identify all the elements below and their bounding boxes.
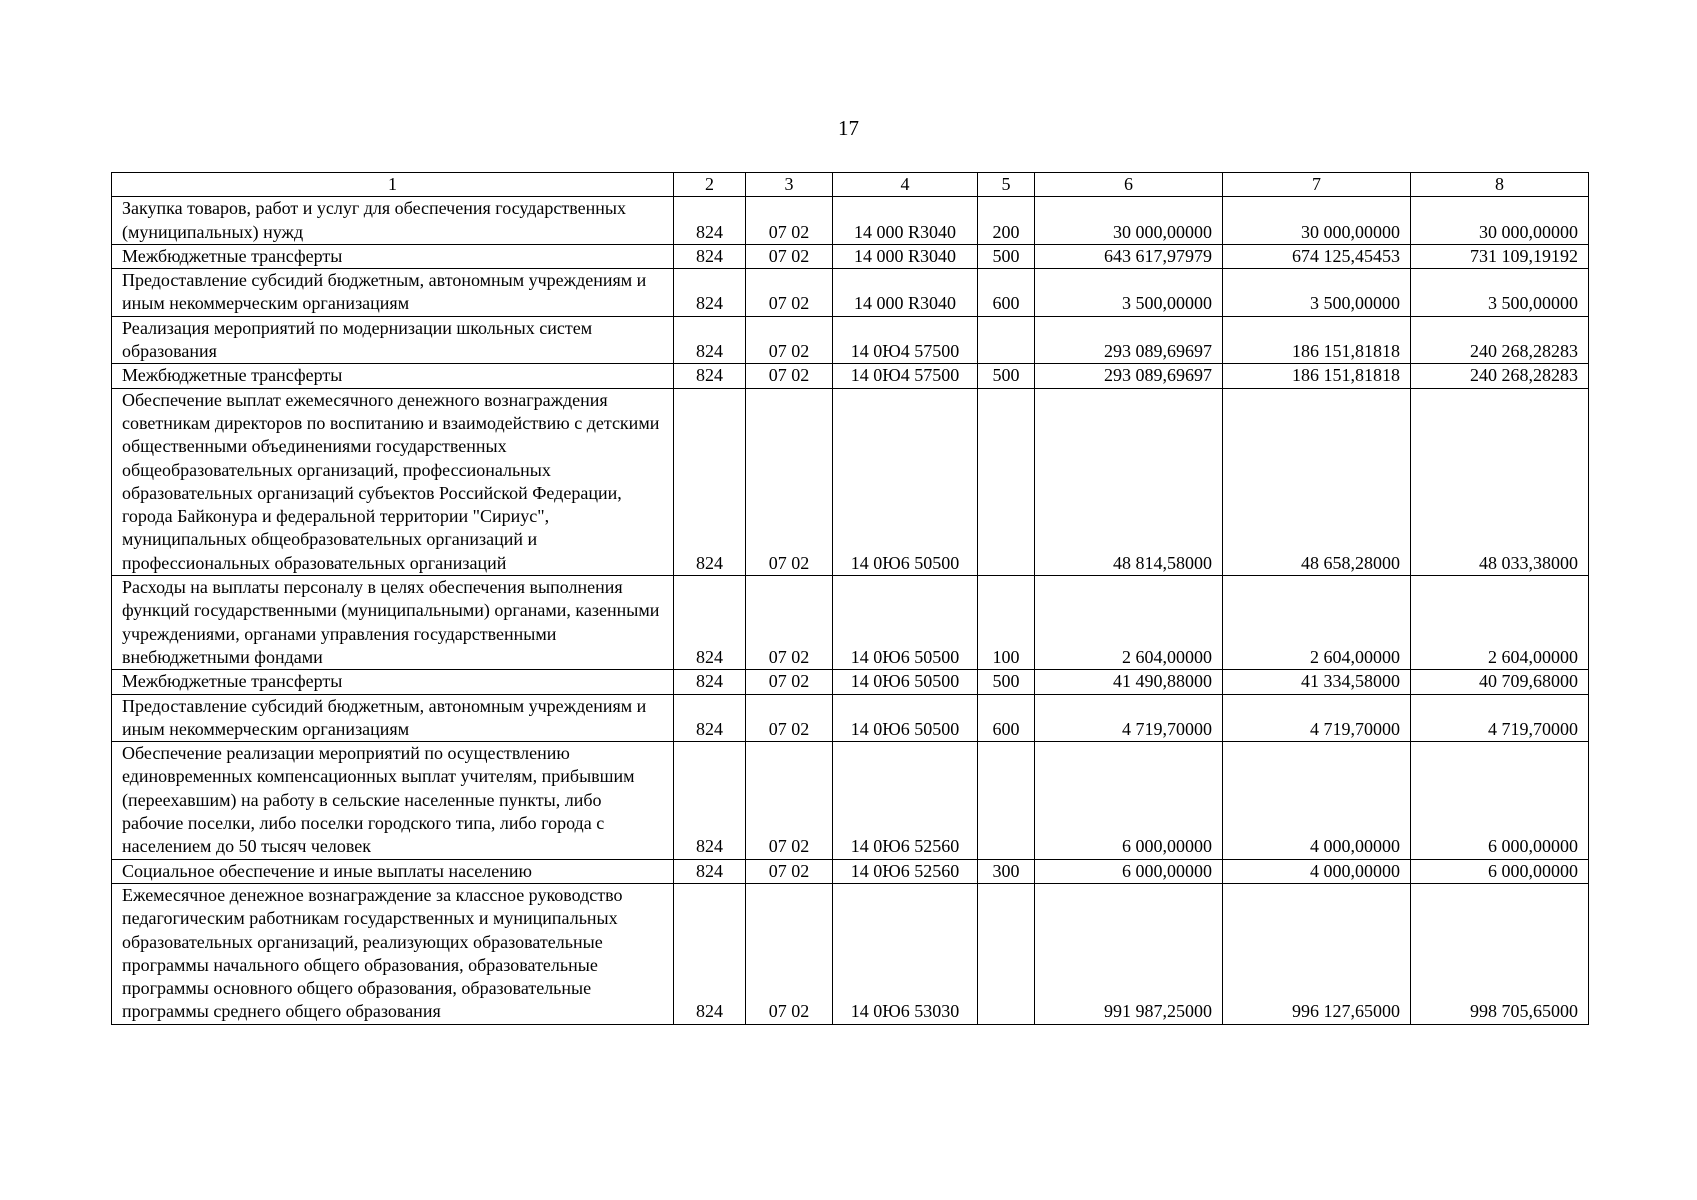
row-admin-code: 824 xyxy=(674,670,746,694)
row-amount-col8: 2 604,00000 xyxy=(1411,576,1589,670)
row-amount-col6: 293 089,69697 xyxy=(1035,316,1223,364)
table-row xyxy=(112,364,1589,388)
row-target-code: 14 0Ю6 52560 xyxy=(833,859,978,883)
row-admin-code: 824 xyxy=(674,694,746,742)
table-row xyxy=(112,742,1589,859)
row-section-code: 07 02 xyxy=(746,576,833,670)
row-section-code: 07 02 xyxy=(746,244,833,268)
row-admin-code: 824 xyxy=(674,197,746,245)
row-amount-col7: 4 719,70000 xyxy=(1223,694,1411,742)
header-col-4: 4 xyxy=(833,173,978,197)
header-col-8: 8 xyxy=(1411,173,1589,197)
row-target-code: 14 0Ю6 50500 xyxy=(833,670,978,694)
row-amount-col7: 4 000,00000 xyxy=(1223,742,1411,859)
row-amount-col8: 998 705,65000 xyxy=(1411,883,1589,1024)
header-col-3: 3 xyxy=(746,173,833,197)
table-row xyxy=(112,670,1589,694)
header-col-5: 5 xyxy=(978,173,1035,197)
row-name: Социальное обеспечение и иные выплаты населению xyxy=(112,859,674,883)
row-amount-col7: 674 125,45453 xyxy=(1223,244,1411,268)
table-row xyxy=(112,883,1589,1024)
row-amount-col7: 4 000,00000 xyxy=(1223,859,1411,883)
row-amount-col7: 2 604,00000 xyxy=(1223,576,1411,670)
row-admin-code: 824 xyxy=(674,316,746,364)
budget-table xyxy=(111,172,1589,1025)
row-expense-type: 600 xyxy=(978,694,1035,742)
row-admin-code: 824 xyxy=(674,883,746,1024)
row-amount-col6: 4 719,70000 xyxy=(1035,694,1223,742)
row-section-code: 07 02 xyxy=(746,859,833,883)
header-col-2: 2 xyxy=(674,173,746,197)
row-admin-code: 824 xyxy=(674,859,746,883)
row-target-code: 14 0Ю6 52560 xyxy=(833,742,978,859)
row-expense-type: 300 xyxy=(978,859,1035,883)
row-target-code: 14 0Ю6 50500 xyxy=(833,388,978,575)
row-admin-code: 824 xyxy=(674,388,746,575)
row-admin-code: 824 xyxy=(674,244,746,268)
row-amount-col8: 240 268,28283 xyxy=(1411,364,1589,388)
row-name: Реализация мероприятий по модернизации школьных систем образования xyxy=(112,316,674,364)
row-expense-type xyxy=(978,883,1035,1024)
table-header xyxy=(112,173,1589,197)
row-target-code: 14 0Ю6 50500 xyxy=(833,576,978,670)
row-target-code: 14 000 R3040 xyxy=(833,269,978,317)
row-target-code: 14 000 R3040 xyxy=(833,197,978,245)
header-col-6: 6 xyxy=(1035,173,1223,197)
table-row xyxy=(112,316,1589,364)
row-section-code: 07 02 xyxy=(746,694,833,742)
row-name: Обеспечение реализации мероприятий по осуществлению единовременных компенсационных выплат учителям, прибывшим (переехавшим) на работу в сельские населенные пункты, либо рабочие поселки, либо поселки городского типа, либо города с населением до 50 тысяч человек xyxy=(112,742,674,859)
row-admin-code: 824 xyxy=(674,742,746,859)
row-section-code: 07 02 xyxy=(746,269,833,317)
row-name: Предоставление субсидий бюджетным, автономным учреждениям и иным некоммерческим организациям xyxy=(112,694,674,742)
row-expense-type: 500 xyxy=(978,244,1035,268)
row-expense-type xyxy=(978,742,1035,859)
row-amount-col6: 41 490,88000 xyxy=(1035,670,1223,694)
row-target-code: 14 0Ю4 57500 xyxy=(833,364,978,388)
row-expense-type xyxy=(978,316,1035,364)
row-expense-type: 100 xyxy=(978,576,1035,670)
row-name: Обеспечение выплат ежемесячного денежного вознаграждения советникам директоров по воспитанию и взаимодействию с детскими общественными объединениями государственных общеобразовательных организаций, профессиональных образовательных организаций субъектов Российской Федерации, города Байконура и федеральной территории "Сириус", муниципальных общеобразовательных организаций и профессиональных образовательных организаций xyxy=(112,388,674,575)
row-admin-code: 824 xyxy=(674,269,746,317)
row-name: Расходы на выплаты персоналу в целях обеспечения выполнения функций государственными (муниципальными) органами, казенными учреждениями, органами управления государственными внебюджетными фондами xyxy=(112,576,674,670)
row-section-code: 07 02 xyxy=(746,316,833,364)
row-amount-col8: 731 109,19192 xyxy=(1411,244,1589,268)
table-body xyxy=(112,197,1589,1024)
row-amount-col6: 6 000,00000 xyxy=(1035,859,1223,883)
row-section-code: 07 02 xyxy=(746,670,833,694)
row-admin-code: 824 xyxy=(674,576,746,670)
row-amount-col7: 186 151,81818 xyxy=(1223,364,1411,388)
row-amount-col8: 240 268,28283 xyxy=(1411,316,1589,364)
row-target-code: 14 0Ю4 57500 xyxy=(833,316,978,364)
row-amount-col6: 293 089,69697 xyxy=(1035,364,1223,388)
row-name: Закупка товаров, работ и услуг для обеспечения государственных (муниципальных) нужд xyxy=(112,197,674,245)
row-section-code: 07 02 xyxy=(746,388,833,575)
row-expense-type: 200 xyxy=(978,197,1035,245)
row-expense-type: 600 xyxy=(978,269,1035,317)
row-target-code: 14 0Ю6 53030 xyxy=(833,883,978,1024)
header-col-7: 7 xyxy=(1223,173,1411,197)
row-name: Межбюджетные трансферты xyxy=(112,364,674,388)
row-amount-col6: 48 814,58000 xyxy=(1035,388,1223,575)
row-amount-col6: 6 000,00000 xyxy=(1035,742,1223,859)
row-amount-col8: 4 719,70000 xyxy=(1411,694,1589,742)
row-amount-col8: 30 000,00000 xyxy=(1411,197,1589,245)
row-amount-col7: 30 000,00000 xyxy=(1223,197,1411,245)
row-admin-code: 824 xyxy=(674,364,746,388)
row-amount-col6: 3 500,00000 xyxy=(1035,269,1223,317)
table-row xyxy=(112,694,1589,742)
row-name: Ежемесячное денежное вознаграждение за классное руководство педагогическим работникам государственных и муниципальных образовательных организаций, реализующих образовательные программы начального общего образования, образовательные программы основного общего образования, образовательные программы среднего общего образования xyxy=(112,883,674,1024)
row-name: Предоставление субсидий бюджетным, автономным учреждениям и иным некоммерческим организациям xyxy=(112,269,674,317)
row-amount-col8: 40 709,68000 xyxy=(1411,670,1589,694)
row-amount-col6: 991 987,25000 xyxy=(1035,883,1223,1024)
row-target-code: 14 0Ю6 50500 xyxy=(833,694,978,742)
row-section-code: 07 02 xyxy=(746,883,833,1024)
row-amount-col7: 48 658,28000 xyxy=(1223,388,1411,575)
row-amount-col7: 3 500,00000 xyxy=(1223,269,1411,317)
table-row xyxy=(112,388,1589,575)
row-amount-col8: 6 000,00000 xyxy=(1411,859,1589,883)
row-target-code: 14 000 R3040 xyxy=(833,244,978,268)
header-row xyxy=(112,173,1589,197)
row-name: Межбюджетные трансферты xyxy=(112,244,674,268)
table-row xyxy=(112,269,1589,317)
row-amount-col6: 2 604,00000 xyxy=(1035,576,1223,670)
header-col-1: 1 xyxy=(112,173,674,197)
table-row xyxy=(112,859,1589,883)
row-amount-col8: 3 500,00000 xyxy=(1411,269,1589,317)
row-amount-col6: 30 000,00000 xyxy=(1035,197,1223,245)
table-row xyxy=(112,244,1589,268)
row-amount-col6: 643 617,97979 xyxy=(1035,244,1223,268)
row-expense-type: 500 xyxy=(978,364,1035,388)
row-amount-col8: 48 033,38000 xyxy=(1411,388,1589,575)
table-row xyxy=(112,197,1589,245)
table-row xyxy=(112,576,1589,670)
row-section-code: 07 02 xyxy=(746,197,833,245)
row-amount-col8: 6 000,00000 xyxy=(1411,742,1589,859)
row-name: Межбюджетные трансферты xyxy=(112,670,674,694)
row-section-code: 07 02 xyxy=(746,742,833,859)
row-amount-col7: 41 334,58000 xyxy=(1223,670,1411,694)
page-number: 17 xyxy=(838,116,859,140)
row-amount-col7: 996 127,65000 xyxy=(1223,883,1411,1024)
row-expense-type: 500 xyxy=(978,670,1035,694)
row-expense-type xyxy=(978,388,1035,575)
row-section-code: 07 02 xyxy=(746,364,833,388)
row-amount-col7: 186 151,81818 xyxy=(1223,316,1411,364)
